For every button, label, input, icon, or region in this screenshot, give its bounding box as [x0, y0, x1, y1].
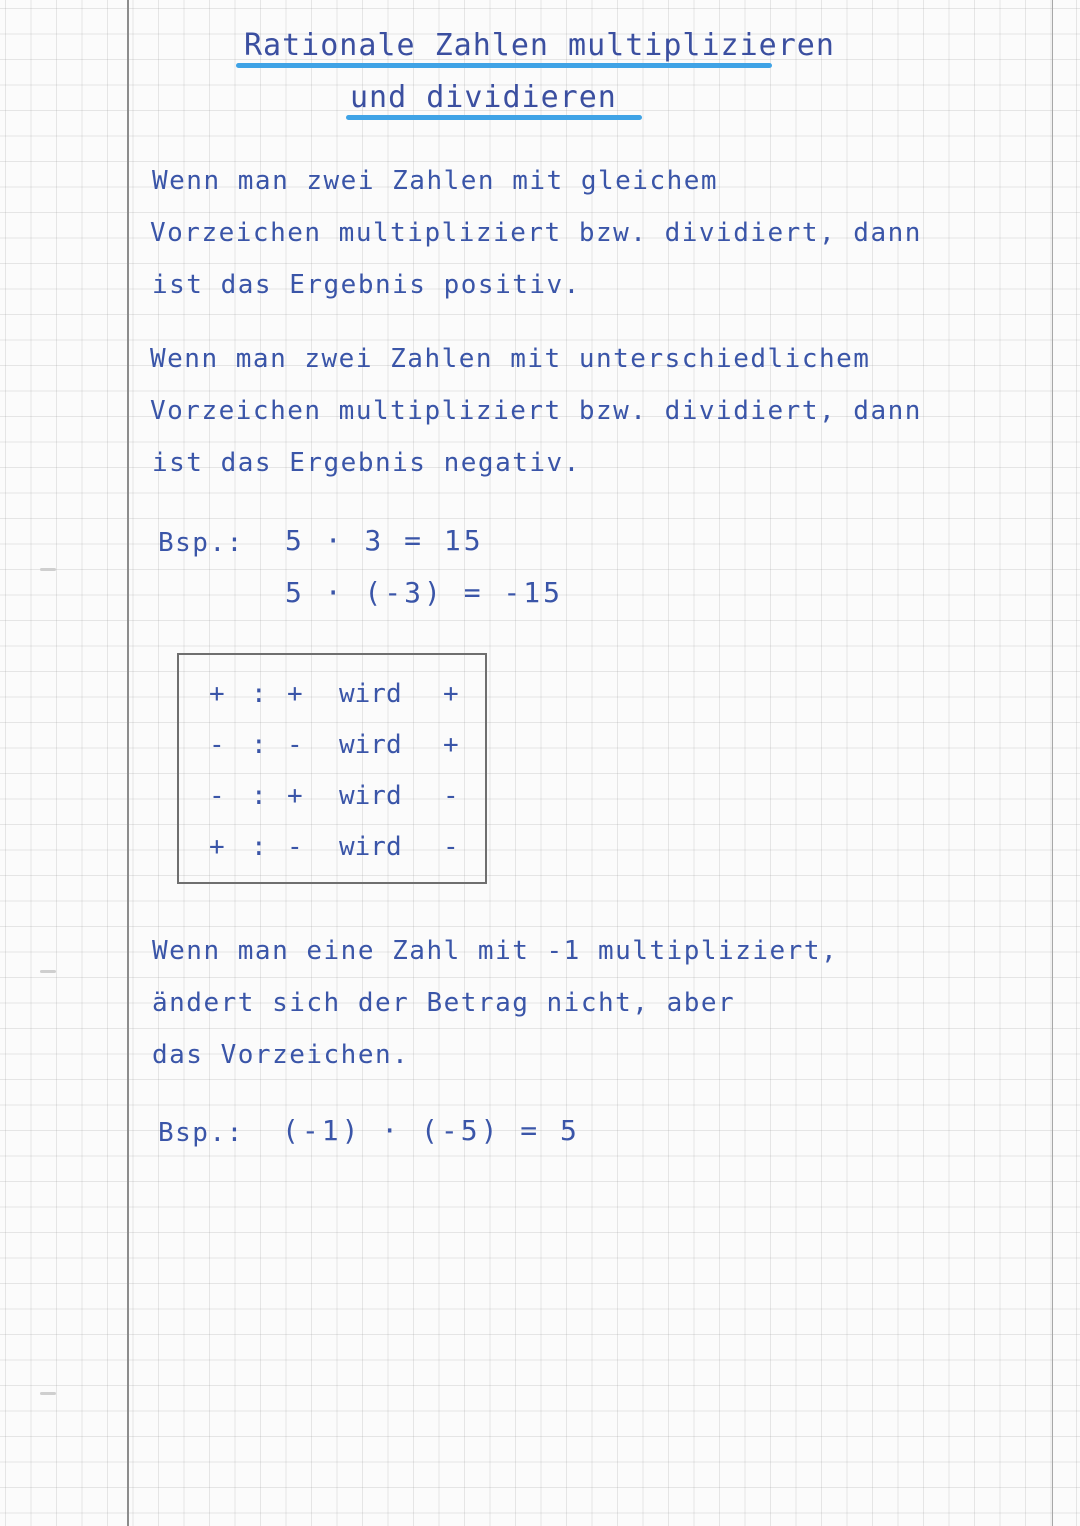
sign-a: +	[209, 832, 225, 862]
example-equation-2: 5 · (-3) = -15	[285, 576, 564, 609]
example-equation-3: (-1) · (-5) = 5	[282, 1114, 580, 1147]
sign-b: +	[287, 781, 303, 811]
sign-result: +	[443, 679, 459, 709]
operator: :	[251, 781, 267, 811]
title-underline	[236, 63, 772, 68]
paragraph-2-line-1: Wenn man zwei Zahlen mit unterschiedlichem	[150, 344, 871, 374]
operator: :	[251, 730, 267, 760]
paragraph-3-line-1: Wenn man eine Zahl mit -1 multipliziert,	[152, 936, 839, 966]
sign-result: +	[443, 730, 459, 760]
punch-hole-mark	[40, 970, 56, 973]
sign-result: -	[443, 781, 459, 811]
title-underline	[346, 115, 642, 120]
paragraph-2-line-2: Vorzeichen multipliziert bzw. dividiert, dann	[150, 396, 922, 426]
sign-rule-row	[209, 781, 463, 811]
rule-word: wird	[339, 832, 402, 862]
sign-rule-row	[209, 832, 463, 862]
example-label: Bsp.:	[158, 528, 244, 558]
sign-b: -	[287, 730, 303, 760]
rule-word: wird	[339, 781, 402, 811]
operator: :	[251, 832, 267, 862]
example-label: Bsp.:	[158, 1118, 244, 1148]
paragraph-1-line-2: Vorzeichen multipliziert bzw. dividiert, dann	[150, 218, 922, 248]
left-margin-line	[127, 0, 129, 1526]
page-title-line-1: Rationale Zahlen multiplizieren	[244, 28, 835, 63]
paragraph-3-line-2: ändert sich der Betrag nicht, aber	[152, 988, 736, 1018]
rule-word: wird	[339, 679, 402, 709]
sign-a: +	[209, 679, 225, 709]
sign-a: -	[209, 730, 225, 760]
sign-a: -	[209, 781, 225, 811]
rule-word: wird	[339, 730, 402, 760]
paragraph-1-line-3: ist das Ergebnis positiv.	[152, 270, 581, 300]
page-title-line-2: und dividieren	[350, 80, 617, 115]
operator: :	[251, 679, 267, 709]
sign-rule-row	[209, 679, 463, 709]
sign-b: -	[287, 832, 303, 862]
paragraph-3-line-3: das Vorzeichen.	[152, 1040, 410, 1070]
sign-result: -	[443, 832, 459, 862]
punch-hole-mark	[40, 568, 56, 571]
example-equation-1: 5 · 3 = 15	[285, 524, 484, 557]
right-margin-line	[1052, 0, 1053, 1526]
sign-rule-row	[209, 730, 463, 760]
paragraph-1-line-1: Wenn man zwei Zahlen mit gleichem	[152, 166, 719, 196]
punch-hole-mark	[40, 1392, 56, 1395]
sign-rules-box	[177, 653, 487, 884]
paragraph-2-line-3: ist das Ergebnis negativ.	[152, 448, 581, 478]
sign-b: +	[287, 679, 303, 709]
